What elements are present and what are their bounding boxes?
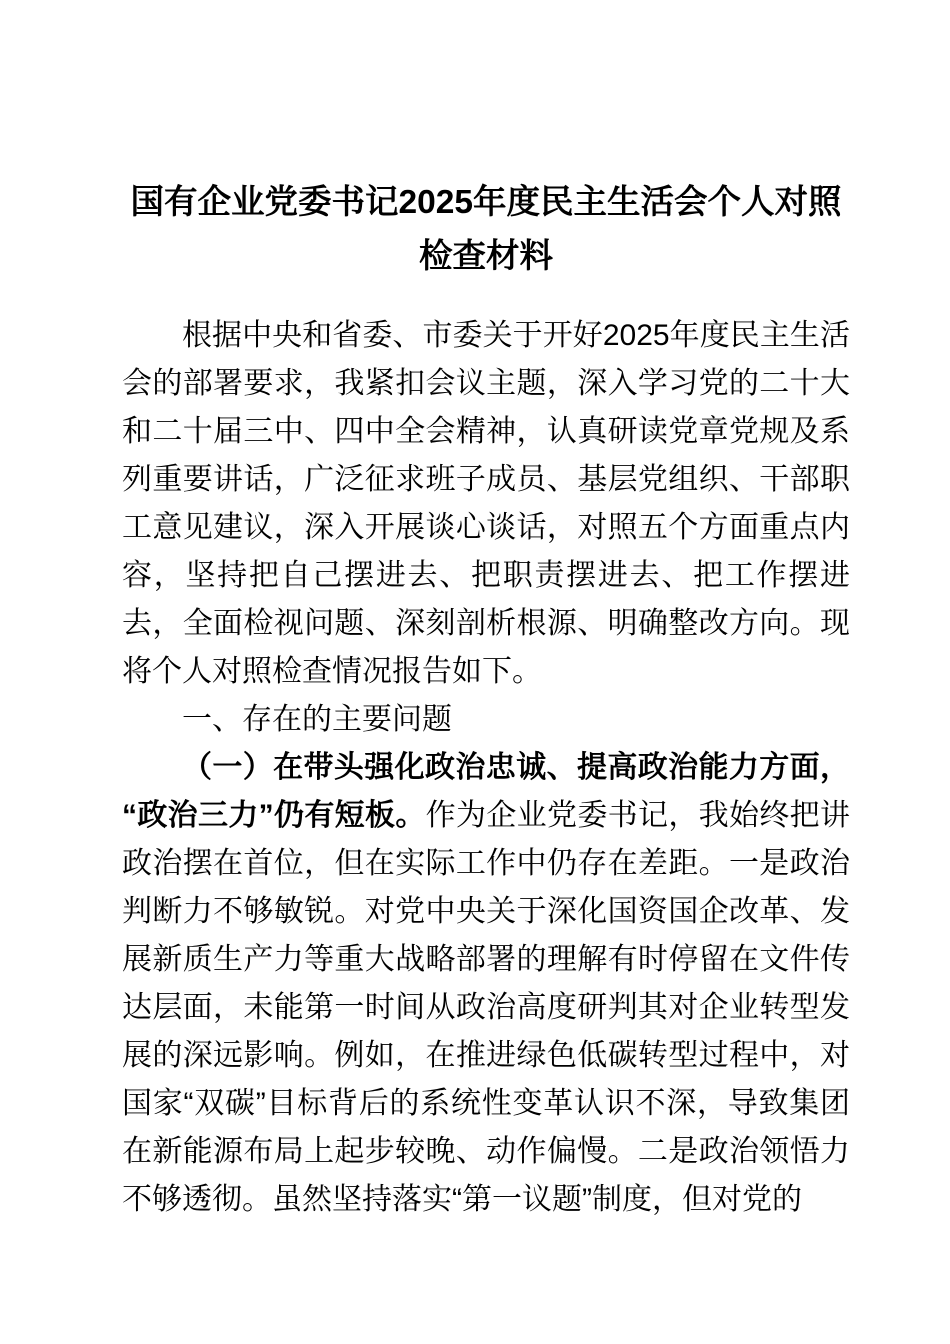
subsection-one-bold-lead: （一）在带头强化政治忠诚、提高政治能力方面，“政治三力”仍有短板。 <box>122 751 850 832</box>
document-content <box>122 176 850 1224</box>
intro-paragraph: 根据中央和省委、市委关于开好2025年度民主生活会的部署要求，我紧扣会议主题，深入学习党的二十大和二十届三中、四中全会精神，认真研读党章党规及系列重要讲话，广泛征求班子成员、基层党组织、干部职工意见建议，深入开展谈心谈话，对照五个方面重点内容，坚持把自己摆进去、把职责摆进去、把工作摆进去，全面检视问题、深刻剖析根源、明确整改方向。现将个人对照检查情况报告如下。 <box>122 319 850 688</box>
section-one-heading: 一、存在的主要问题 <box>182 703 452 736</box>
title-body-spacer <box>122 284 850 312</box>
subsection-one-paragraph <box>122 744 850 1224</box>
subsection-one-body-text: 作为企业党委书记，我始终把讲政治摆在首位，但在实际工作中仍存在差距。一是政治判断力不够敏锐。对党中央关于深化国资国企改革、发展新质生产力等重大战略部署的理解有时停留在文件传达层面，未能第一时间从政治高度研判其对企业转型发展的深远影响。例如，在推进绿色低碳转型过程中，对国家“双碳”目标背后的系统性变革认识不深，导致集团在新能源布局上起步较晚、动作偏慢。二是政治领悟力不够透彻。虽然坚持落实“第一议题”制度，但对党的 <box>122 799 851 1216</box>
page-title: 国有企业党委书记2025年度民主生活会个人对照检查材料 <box>130 184 842 275</box>
